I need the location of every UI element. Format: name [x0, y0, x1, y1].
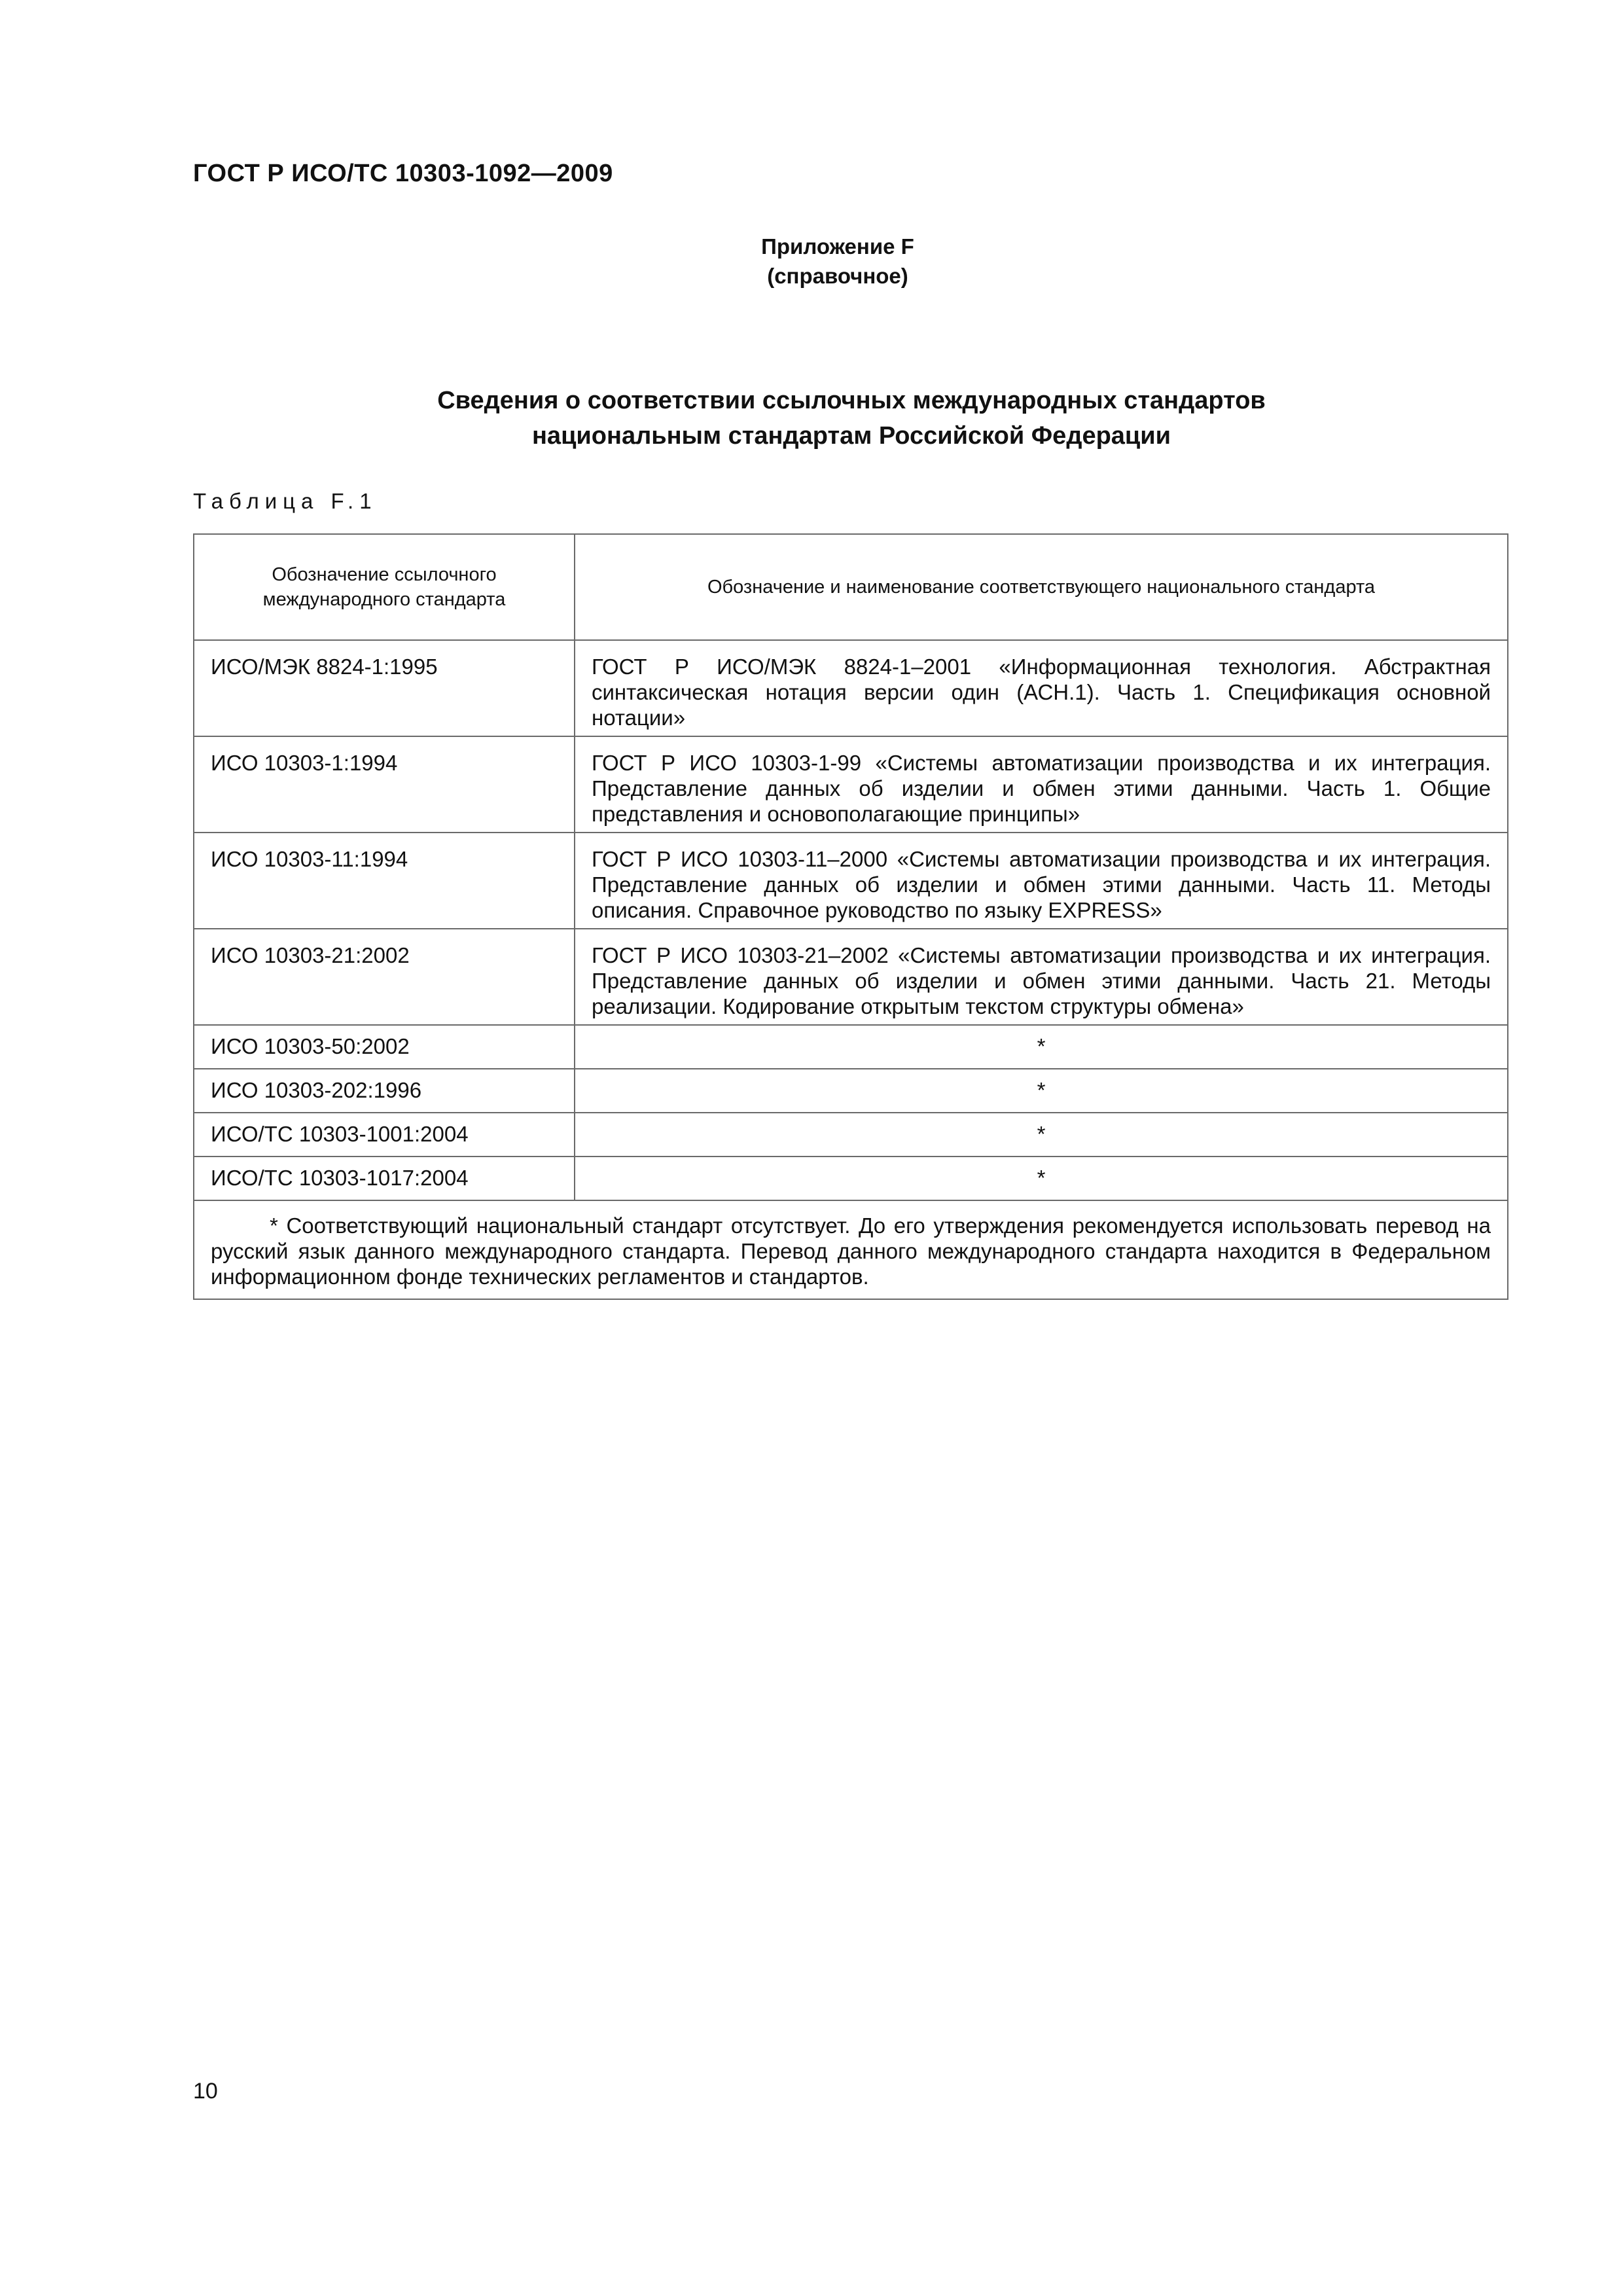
- ref-standard-cell: ИСО/ТС 10303-1017:2004: [194, 1157, 575, 1200]
- table-row: [194, 736, 1508, 833]
- national-standard-cell: *: [575, 1157, 1508, 1200]
- annex-title: Приложение F: [761, 234, 914, 259]
- annex-heading: [707, 232, 969, 291]
- ref-standard-cell: ИСО/ТС 10303-1001:2004: [194, 1113, 575, 1157]
- ref-standard-cell: ИСО 10303-50:2002: [194, 1025, 575, 1069]
- annex-main-title: [196, 383, 1507, 454]
- table-row: [194, 640, 1508, 736]
- table-row: [194, 833, 1508, 929]
- document-code: ГОСТ Р ИСО/ТС 10303-1092—2009: [193, 160, 613, 187]
- table-row: [194, 929, 1508, 1025]
- ref-standard-cell: ИСО/МЭК 8824-1:1995: [194, 640, 575, 736]
- correspondence-table: [193, 533, 1508, 1300]
- table-row: [194, 1069, 1508, 1113]
- table-row: [194, 1025, 1508, 1069]
- title-line-2: национальным стандартам Российской Федерации: [531, 422, 1171, 450]
- national-standard-cell: ГОСТ Р ИСО/МЭК 8824-1–2001 «Информационная технология. Абстрактная синтаксическая нотация версии один (АСН.1). Часть 1. Спецификация основной нотации»: [575, 640, 1508, 736]
- ref-standard-cell: ИСО 10303-1:1994: [194, 736, 575, 833]
- table-footnote-row: [194, 1200, 1508, 1299]
- national-standard-cell: ГОСТ Р ИСО 10303-11–2000 «Системы автоматизации производства и их интеграция. Представление данных об изделии и обмен этими данными. Часть 11. Методы описания. Справочное руководство по языку EXPRESS»: [575, 833, 1508, 929]
- annex-subtitle: (справочное): [767, 264, 908, 288]
- header-cell-national: Обозначение и наименование соответствующего национального стандарта: [575, 534, 1508, 640]
- table-footnote: * Соответствующий национальный стандарт отсутствует. До его утверждения рекомендуется использовать перевод на русский язык данного международного стандарта. Перевод данного международного стандарта находится в Федеральном информационном фонде технических регламентов и стандартов.: [211, 1213, 1491, 1289]
- ref-standard-cell: ИСО 10303-202:1996: [194, 1069, 575, 1113]
- national-standard-cell: *: [575, 1113, 1508, 1157]
- page-number: 10: [193, 2079, 218, 2104]
- table-footnote-cell: [194, 1200, 1508, 1299]
- table-row: [194, 1113, 1508, 1157]
- ref-standard-cell: ИСО 10303-11:1994: [194, 833, 575, 929]
- table-row: [194, 1157, 1508, 1200]
- table-header-row: [194, 534, 1508, 640]
- national-standard-cell: *: [575, 1069, 1508, 1113]
- national-standard-cell: *: [575, 1025, 1508, 1069]
- title-line-1: Сведения о соответствии ссылочных международных стандартов: [437, 387, 1266, 414]
- national-standard-cell: ГОСТ Р ИСО 10303-21–2002 «Системы автоматизации производства и их интеграция. Представление данных об изделии и обмен этими данными. Часть 21. Методы реализации. Кодирование открытым текстом структуры обмена»: [575, 929, 1508, 1025]
- national-standard-cell: ГОСТ Р ИСО 10303-1-99 «Системы автоматизации производства и их интеграция. Представление данных об изделии и обмен этими данными. Часть 1. Общие представления и основополагающие принципы»: [575, 736, 1508, 833]
- ref-standard-cell: ИСО 10303-21:2002: [194, 929, 575, 1025]
- table-label: Таблица F.1: [193, 489, 378, 513]
- header-cell-ref: Обозначение ссылочного международного стандарта: [194, 534, 575, 640]
